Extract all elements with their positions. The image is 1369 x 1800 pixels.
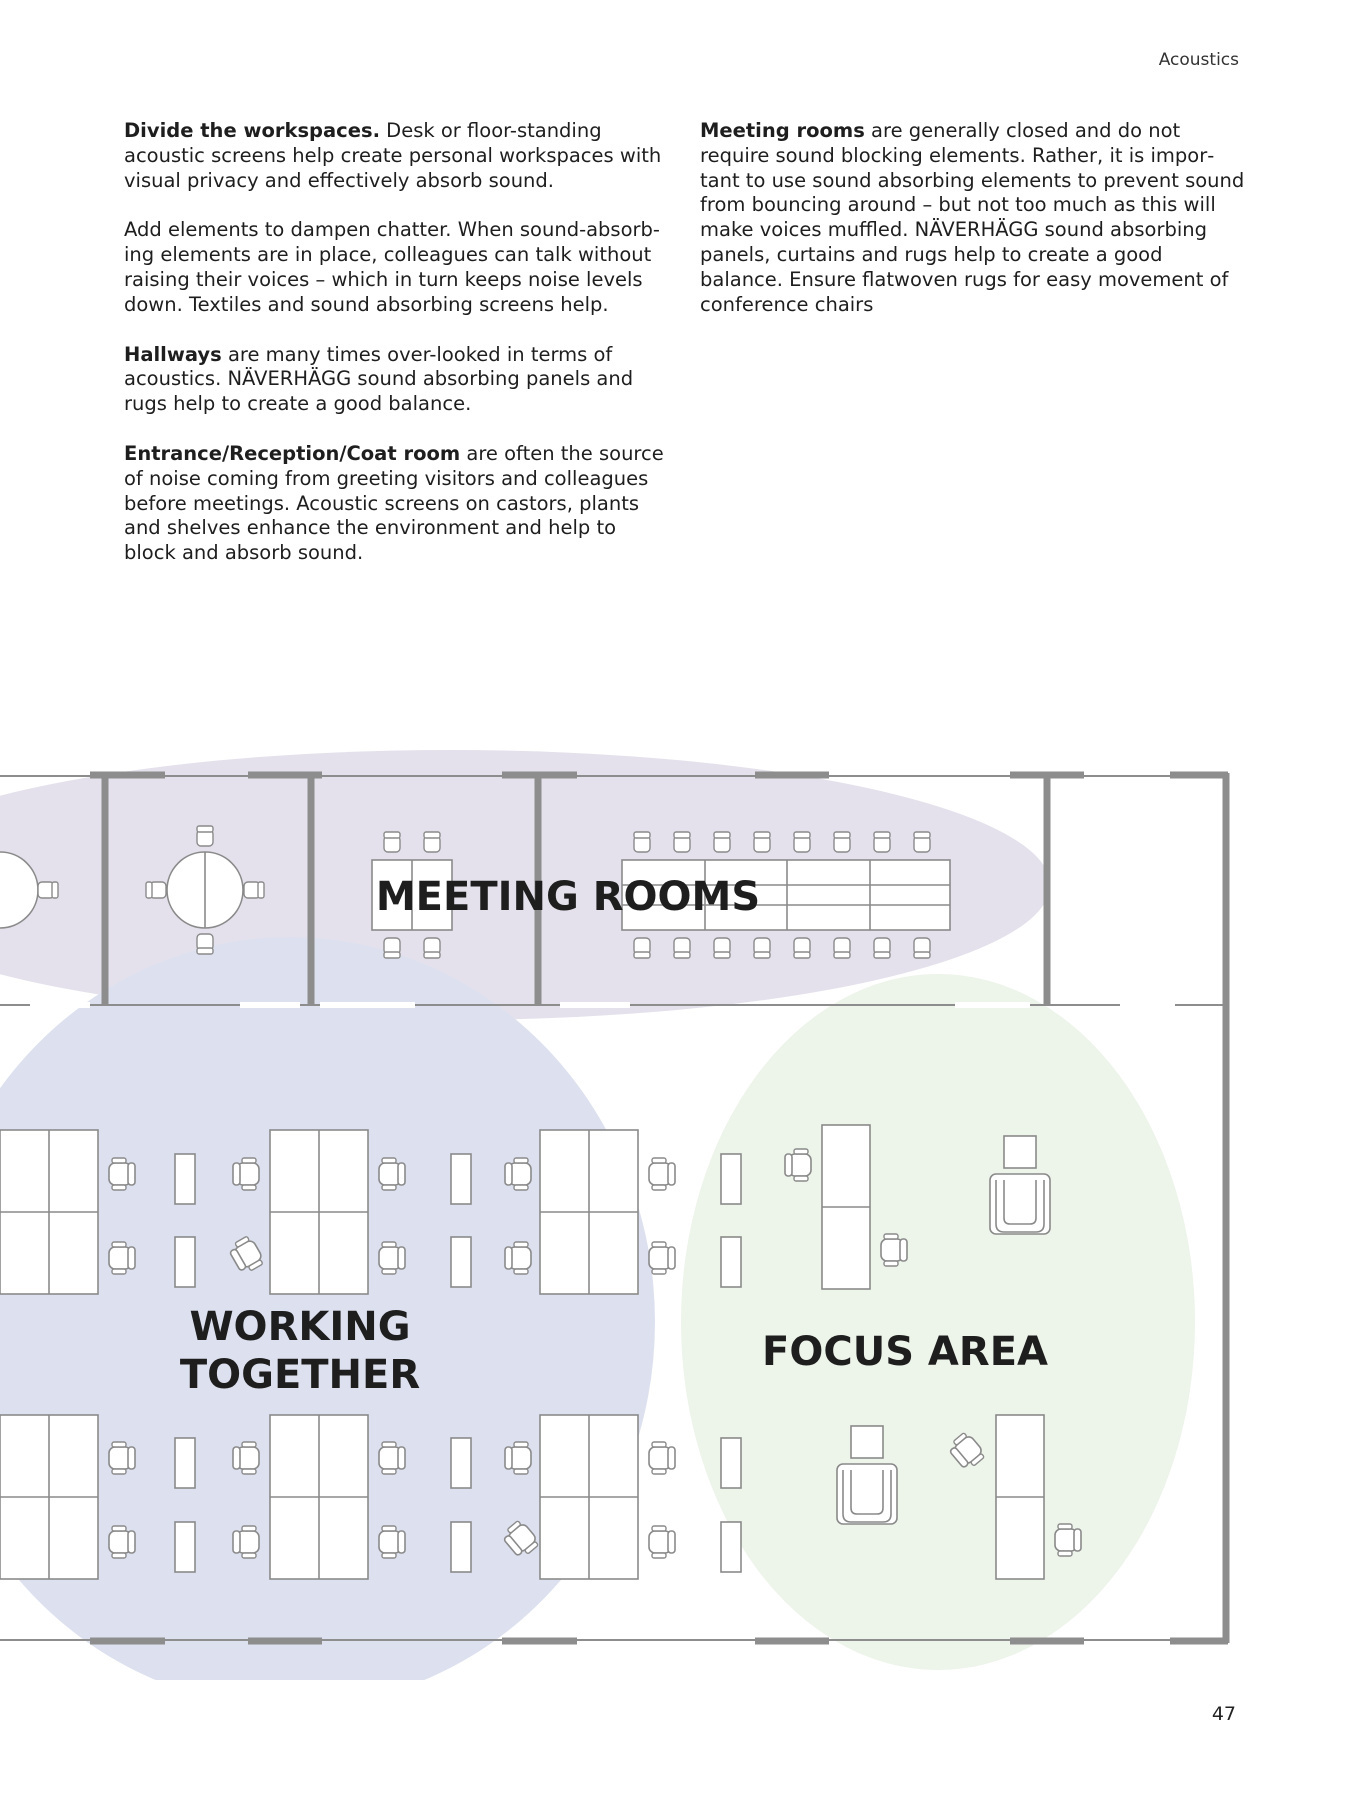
paragraph-entrance xyxy=(124,442,664,566)
paragraph-divide-workspaces xyxy=(124,119,664,193)
paragraph-heading: Hallways xyxy=(124,342,222,366)
paragraph-body: are often the source of noise coming from greeting visitors and colleagues before meetings. Acoustic screens on castors, plants and shelves enhance the environment and help to block and absorb sound. xyxy=(124,441,664,565)
paragraph-hallways xyxy=(124,343,664,417)
paragraph-heading: Entrance/Reception/Coat room xyxy=(124,441,461,465)
focus-area-zone xyxy=(681,974,1195,1670)
section-header: Acoustics xyxy=(1158,50,1239,70)
page-number: 47 xyxy=(1211,1703,1236,1725)
meeting-rooms-label: MEETING ROOMS xyxy=(375,874,761,920)
office-floor-plan xyxy=(0,740,1369,1680)
paragraph-dampen-chatter xyxy=(124,218,664,317)
text-column-right xyxy=(700,119,1245,342)
paragraph-meeting-rooms xyxy=(700,119,1245,317)
paragraph-heading: Meeting rooms xyxy=(700,119,865,142)
paragraph-body: are generally closed and do not require sound blocking elements. Rather, it is important to use sound absorbing elements to prevent sound from bouncing around – but not too much as this will make voices muffled. NÄVERHÄGG sound absorbing panels, curtains and rugs help to create a good balance. Ensure flatwoven rugs for easy movement of conference chairs xyxy=(700,119,1245,316)
working-together-label-line2: TOGETHER xyxy=(179,1352,421,1398)
paragraph-body: are many times over-looked in terms of acoustics. NÄVERHÄGG sound absorbing panels and rugs help to create a good balance. xyxy=(124,342,634,416)
paragraph-body: Desk or floor-standing acoustic screens help create personal workspaces with visual privacy and effectively absorb sound. xyxy=(124,119,662,192)
text-column-left xyxy=(124,119,664,591)
paragraph-body: Add elements to dampen chatter. When sound-absorbing elements are in place, colleagues can talk without raising their voices – which in turn keeps noise levels down. Textiles and sound absorbing screens help. xyxy=(124,218,660,316)
working-together-label-line1: WORKING xyxy=(189,1304,411,1350)
paragraph-heading: Divide the workspaces. xyxy=(124,119,380,142)
focus-area-label: FOCUS AREA xyxy=(762,1329,1048,1375)
